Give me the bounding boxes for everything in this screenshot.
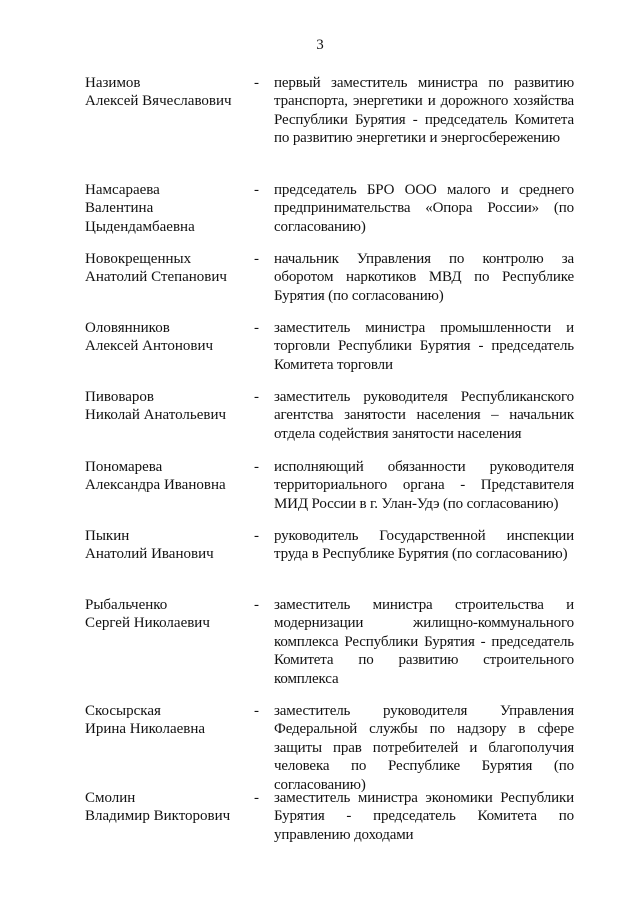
member-position: заместитель министра экономики Республики Бурятия - председатель Комитета по управлению доходами [274, 790, 574, 843]
member-name [85, 527, 250, 564]
member-position: председатель БРО ООО малого и среднего предпринимательства «Опора России» (по согласованию) [274, 182, 574, 235]
separator-dash: - [254, 528, 259, 544]
member-name [85, 458, 250, 495]
member-given-name: Владимир Викторович [85, 808, 231, 825]
member-surname: Новокрещенных [85, 251, 192, 267]
member-name [85, 388, 250, 425]
separator-dash: - [254, 703, 259, 719]
member-given-name: Алексей Антонович [85, 338, 214, 355]
member-name [85, 181, 250, 236]
member-position: руководитель Государственной инспекции труда в Республике Бурятия (по согласованию) [274, 528, 574, 563]
member-surname: Оловянников [85, 320, 170, 336]
member-surname: Намсараева [85, 182, 160, 198]
member-name [85, 74, 250, 111]
member-position: первый заместитель министра по развитию транспорта, энергетики и дорожного хозяйства Республики Бурятия - председатель Комитета по развитию энергетики и энергосбережению [274, 75, 574, 147]
member-position: заместитель руководителя Управления Федеральной службы по надзору в сфере защиты прав потребителей и благополучия человека по Республике Бурятия (по согласованию) [274, 703, 574, 793]
member-name [85, 789, 250, 826]
separator-dash: - [254, 459, 259, 475]
separator-dash: - [254, 251, 259, 267]
member-given-name: Ирина Николаевна [85, 721, 206, 738]
member-name [85, 250, 250, 287]
separator-dash: - [254, 389, 259, 405]
member-surname: Скосырская [85, 703, 161, 719]
member-position: заместитель министра промышленности и торговли Республики Бурятия - председатель Комитета торговли [274, 320, 574, 373]
member-given-name: Алексей Вячеславович [85, 93, 232, 110]
member-patronymic: Цыдендамбаевна [85, 218, 195, 235]
member-position: начальник Управления по контролю за оборотом наркотиков МВД по Республике Бурятия (по согласованию) [274, 251, 574, 304]
member-surname: Назимов [85, 75, 141, 91]
member-name [85, 319, 250, 356]
member-given-name: Александра Ивановна [85, 477, 226, 494]
member-given-name: Анатолий Степанович [85, 269, 227, 286]
member-surname: Рыбальченко [85, 597, 168, 613]
page-number: 3 [316, 37, 324, 53]
member-surname: Пономарева [85, 459, 163, 475]
member-position: заместитель руководителя Республиканского агентства занятости населения – начальник отдела содействия занятости населения [274, 389, 574, 442]
separator-dash: - [254, 182, 259, 198]
member-surname: Пивоваров [85, 389, 154, 405]
member-given-name: Сергей Николаевич [85, 615, 210, 632]
separator-dash: - [254, 597, 259, 613]
member-position: заместитель министра строительства и модернизации жилищно-коммунального комплекса Республики Бурятия - председатель Комитета по развитию строительного комплекса [274, 597, 574, 687]
member-surname: Пыкин [85, 528, 130, 544]
member-name [85, 596, 250, 633]
member-position: исполняющий обязанности руководителя территориального органа - Представителя МИД России в г. Улан-Удэ (по согласованию) [274, 459, 574, 512]
member-given-name: Анатолий Иванович [85, 546, 214, 563]
member-given-name: Валентина [85, 200, 154, 217]
member-name [85, 702, 250, 739]
separator-dash: - [254, 790, 259, 806]
member-surname: Смолин [85, 790, 136, 806]
member-given-name: Николай Анатольевич [85, 407, 227, 424]
separator-dash: - [254, 320, 259, 336]
separator-dash: - [254, 75, 259, 91]
